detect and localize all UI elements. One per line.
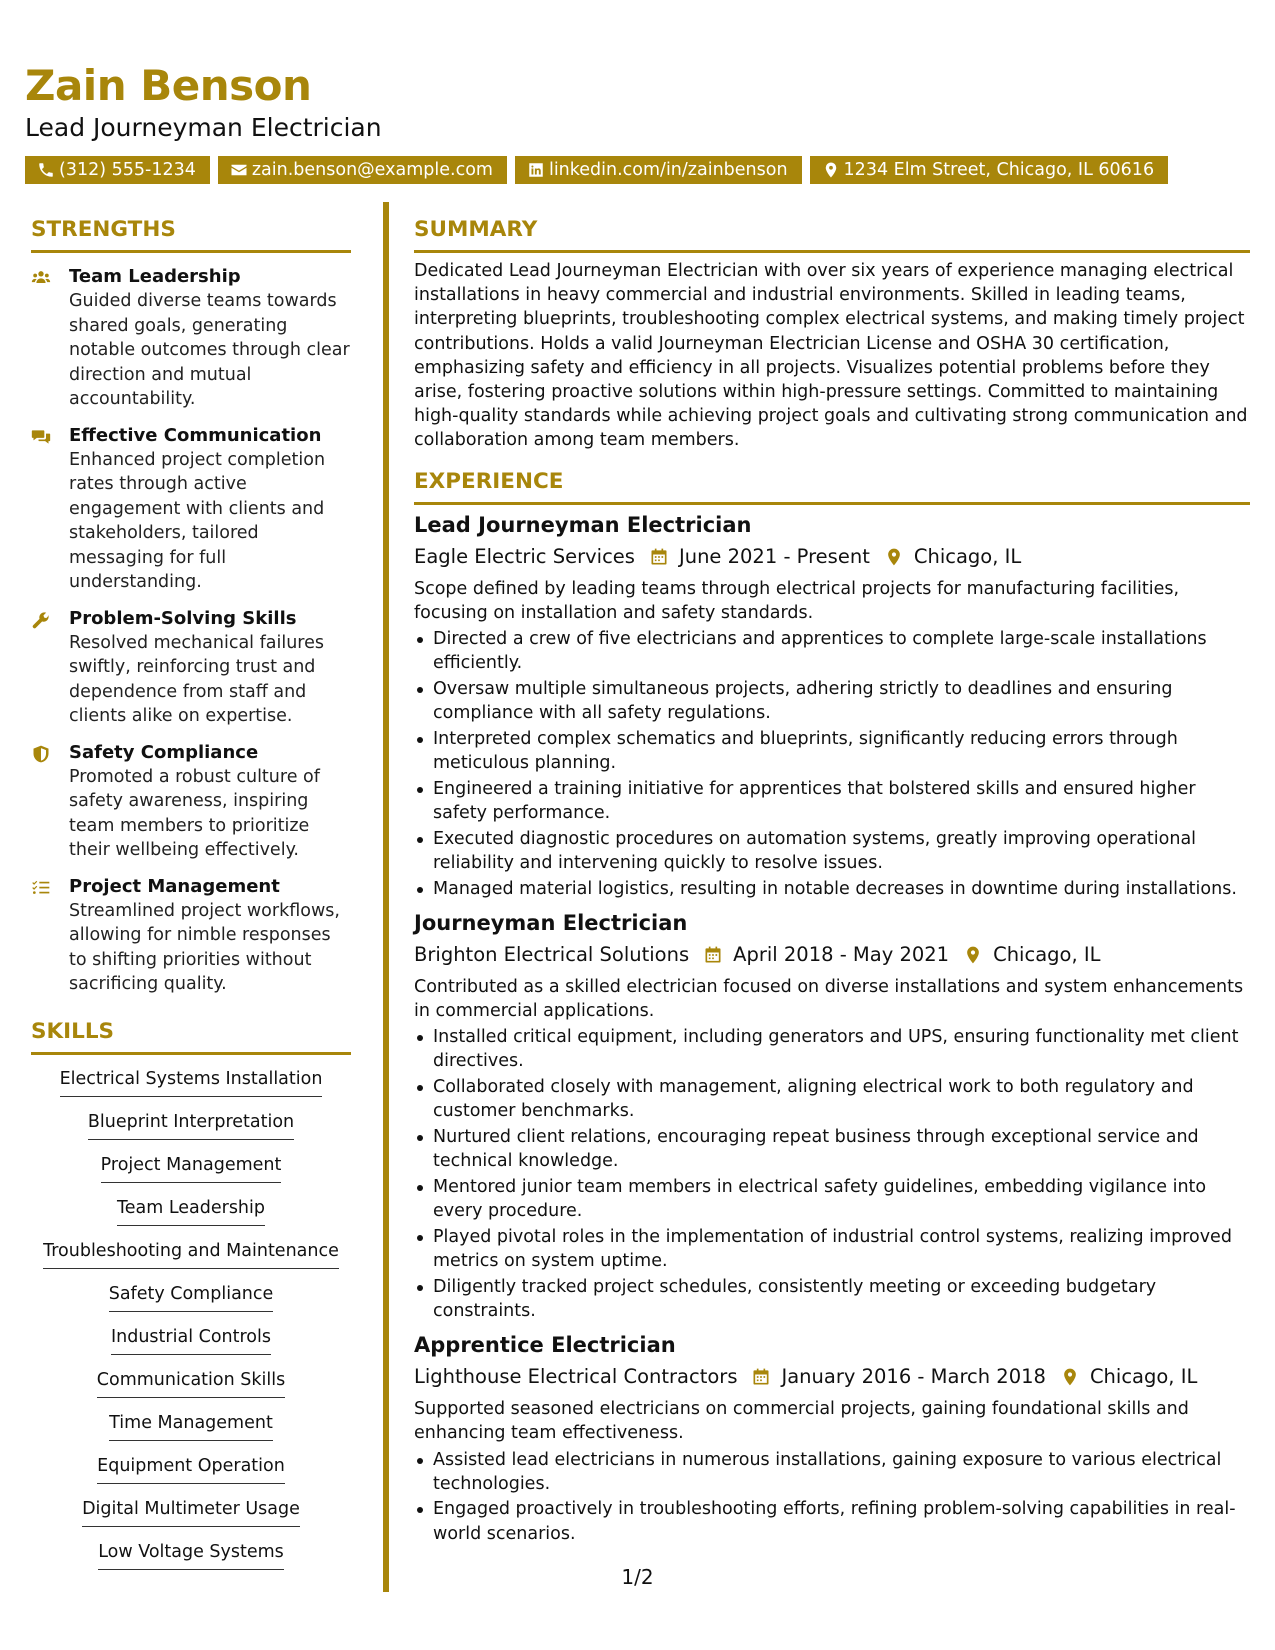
bullet-item: Managed material logistics, resulting in notable decreases in downtime during installations. — [414, 877, 1250, 901]
skill-item: Equipment Operation — [97, 1454, 285, 1484]
contact-linkedin[interactable] — [515, 156, 802, 184]
skill-item: Communication Skills — [97, 1368, 285, 1398]
skill-item: Safety Compliance — [109, 1282, 274, 1312]
skills-title: SKILLS — [31, 1017, 351, 1055]
bullet-item: Assisted lead electricians in numerous installations, gaining exposure to various electrical technologies. — [414, 1448, 1250, 1496]
bullet-item: Mentored junior team members in electrical safety guidelines, embedding vigilance into every procedure. — [414, 1175, 1250, 1223]
bullet-item: Engineered a training initiative for apprentices that bolstered skills and ensured higher safety performance. — [414, 777, 1250, 825]
job-entry — [414, 1331, 1250, 1546]
bullet-item: Engaged proactively in troubleshooting efforts, refining problem-solving capabilities in real-world scenarios. — [414, 1497, 1250, 1545]
strength-title: Team Leadership — [69, 266, 241, 287]
column-divider — [383, 202, 389, 1592]
contact-address-text: 1234 Elm Street, Chicago, IL 60616 — [843, 160, 1155, 180]
strengths-title: STRENGTHS — [31, 215, 351, 253]
skill-item: Digital Multimeter Usage — [82, 1497, 300, 1527]
skill-item: Blueprint Interpretation — [88, 1110, 294, 1140]
phone-icon — [37, 161, 55, 179]
strength-desc: Guided diverse teams towards shared goals, generating notable outcomes through clear direction and mutual accountability. — [69, 291, 350, 409]
contact-email-text: zain.benson@example.com — [251, 160, 493, 180]
contact-phone-text: (312) 555-1234 — [59, 160, 196, 180]
right-column — [414, 215, 1250, 1547]
job-dates: June 2021 - Present — [678, 544, 870, 568]
job-bullets — [414, 1448, 1250, 1546]
contact-bar — [25, 156, 1255, 184]
resume-header — [25, 60, 1255, 184]
bullet-item: Played pivotal roles in the implementation of industrial control systems, realizing improved metrics on system uptime. — [414, 1225, 1250, 1273]
skill-item: Electrical Systems Installation — [60, 1067, 323, 1097]
skill-item: Team Leadership — [117, 1196, 265, 1226]
strength-item — [31, 607, 351, 729]
job-meta — [414, 543, 1250, 571]
strength-desc: Resolved mechanical failures swiftly, reinforcing trust and dependence from staff and clients alike on expertise. — [69, 632, 324, 726]
left-column — [31, 215, 351, 1583]
job-entry — [414, 909, 1250, 1323]
job-description: Scope defined by leading teams through electrical projects for manufacturing facilities, focusing on installation and safety standards. — [414, 578, 1180, 623]
strength-desc: Enhanced project completion rates through active engagement with clients and stakeholders, tailored messaging for full understanding. — [69, 449, 326, 592]
job-description: Contributed as a skilled electrician focused on diverse installations and system enhancements in commercial applications. — [414, 976, 1244, 1021]
bullet-item: Collaborated closely with management, aligning electrical work to both regulatory and customer benchmarks. — [414, 1075, 1250, 1123]
strengths-list — [31, 265, 351, 997]
skill-item: Project Management — [101, 1153, 282, 1183]
summary-text: Dedicated Lead Journeyman Electrician with over six years of experience managing electrical installations in heavy commercial and industrial environments. Skilled in leading teams, interpreting blueprints, troubleshooting complex electrical systems, and making timely project contributions. Holds a valid Journeyman Electrician License and OSHA 30 certification, emphasizing safety and efficiency in all projects. Visualizes potential problems before they arise, fostering proactive solutions within high-pressure settings. Committed to maintaining high-quality standards while achieving project goals and cultivating strong communication and collaboration among team members. — [414, 261, 1248, 451]
skill-item: Industrial Controls — [111, 1325, 271, 1355]
job-dates: January 2016 - March 2018 — [781, 1365, 1046, 1389]
calendar-icon — [703, 945, 723, 965]
job-dates: April 2018 - May 2021 — [733, 942, 950, 966]
job-entry — [414, 511, 1250, 901]
candidate-name: Zain Benson — [25, 61, 312, 110]
skills-list — [31, 1067, 351, 1570]
job-company: Lighthouse Electrical Contractors — [414, 1365, 738, 1389]
bullet-item: Interpreted complex schematics and blueprints, significantly reducing errors through meticulous planning. — [414, 727, 1250, 775]
checklist-icon — [31, 878, 51, 898]
strength-item — [31, 265, 351, 412]
calendar-icon — [751, 1367, 771, 1387]
job-title: Lead Journeyman Electrician — [414, 512, 752, 537]
strength-item — [31, 424, 351, 595]
strength-item — [31, 741, 351, 863]
bullet-item: Diligently tracked project schedules, consistently meeting or exceeding budgetary constraints. — [414, 1275, 1250, 1323]
envelope-icon — [230, 161, 248, 179]
bullet-item: Installed critical equipment, including generators and UPS, ensuring functionality met client directives. — [414, 1025, 1250, 1073]
strength-title: Effective Communication — [69, 424, 322, 446]
contact-phone[interactable] — [25, 156, 210, 184]
strength-item — [31, 875, 351, 997]
strength-title: Project Management — [69, 875, 280, 897]
job-location: Chicago, IL — [1089, 1365, 1198, 1389]
job-title: Apprentice Electrician — [414, 1333, 676, 1358]
strength-desc: Promoted a robust culture of safety awareness, inspiring team members to prioritize their wellbeing effectively. — [69, 766, 320, 860]
contact-linkedin-text: linkedin.com/in/zainbenson — [548, 160, 788, 180]
map-pin-icon — [963, 945, 983, 965]
users-icon — [31, 268, 51, 288]
contact-email[interactable] — [218, 156, 507, 184]
job-meta — [414, 941, 1250, 969]
experience-title: EXPERIENCE — [414, 467, 1250, 505]
shield-icon — [31, 744, 51, 764]
job-title: Journeyman Electrician — [414, 910, 688, 935]
strength-title: Problem-Solving Skills — [69, 607, 297, 629]
bullet-item: Nurtured client relations, encouraging repeat business through exceptional service and technical knowledge. — [414, 1125, 1250, 1173]
skill-item: Low Voltage Systems — [98, 1540, 284, 1570]
map-pin-icon — [1060, 1367, 1080, 1387]
wrench-icon — [31, 610, 51, 630]
job-meta — [414, 1363, 1250, 1391]
job-description: Supported seasoned electricians on commercial projects, gaining foundational skills and enhancing team effectiveness. — [414, 1399, 1189, 1444]
page-number: 1/2 — [621, 1565, 654, 1589]
job-bullets — [414, 627, 1250, 901]
job-location: Chicago, IL — [913, 544, 1022, 568]
strength-title: Safety Compliance — [69, 741, 259, 763]
contact-address — [810, 156, 1169, 184]
job-company: Eagle Electric Services — [414, 544, 635, 568]
candidate-role: Lead Journeyman Electrician — [25, 113, 382, 142]
job-company: Brighton Electrical Solutions — [414, 942, 690, 966]
skill-item: Time Management — [109, 1411, 273, 1441]
comments-icon — [31, 427, 51, 447]
strength-desc: Streamlined project workflows, allowing for nimble responses to shifting priorities without sacrificing quality. — [69, 900, 340, 994]
map-pin-icon — [822, 161, 840, 179]
bullet-item: Directed a crew of five electricians and apprentices to complete large-scale installations efficiently. — [414, 627, 1250, 675]
map-pin-icon — [884, 547, 904, 567]
skill-item: Troubleshooting and Maintenance — [43, 1239, 339, 1269]
linkedin-icon — [527, 161, 545, 179]
calendar-icon — [649, 547, 669, 567]
job-location: Chicago, IL — [993, 942, 1101, 966]
summary-title: SUMMARY — [414, 215, 1250, 253]
bullet-item: Executed diagnostic procedures on automation systems, greatly improving operational reliability and intervening quickly to resolve issues. — [414, 827, 1250, 875]
bullet-item: Oversaw multiple simultaneous projects, adhering strictly to deadlines and ensuring compliance with all safety regulations. — [414, 677, 1250, 725]
job-bullets — [414, 1025, 1250, 1323]
